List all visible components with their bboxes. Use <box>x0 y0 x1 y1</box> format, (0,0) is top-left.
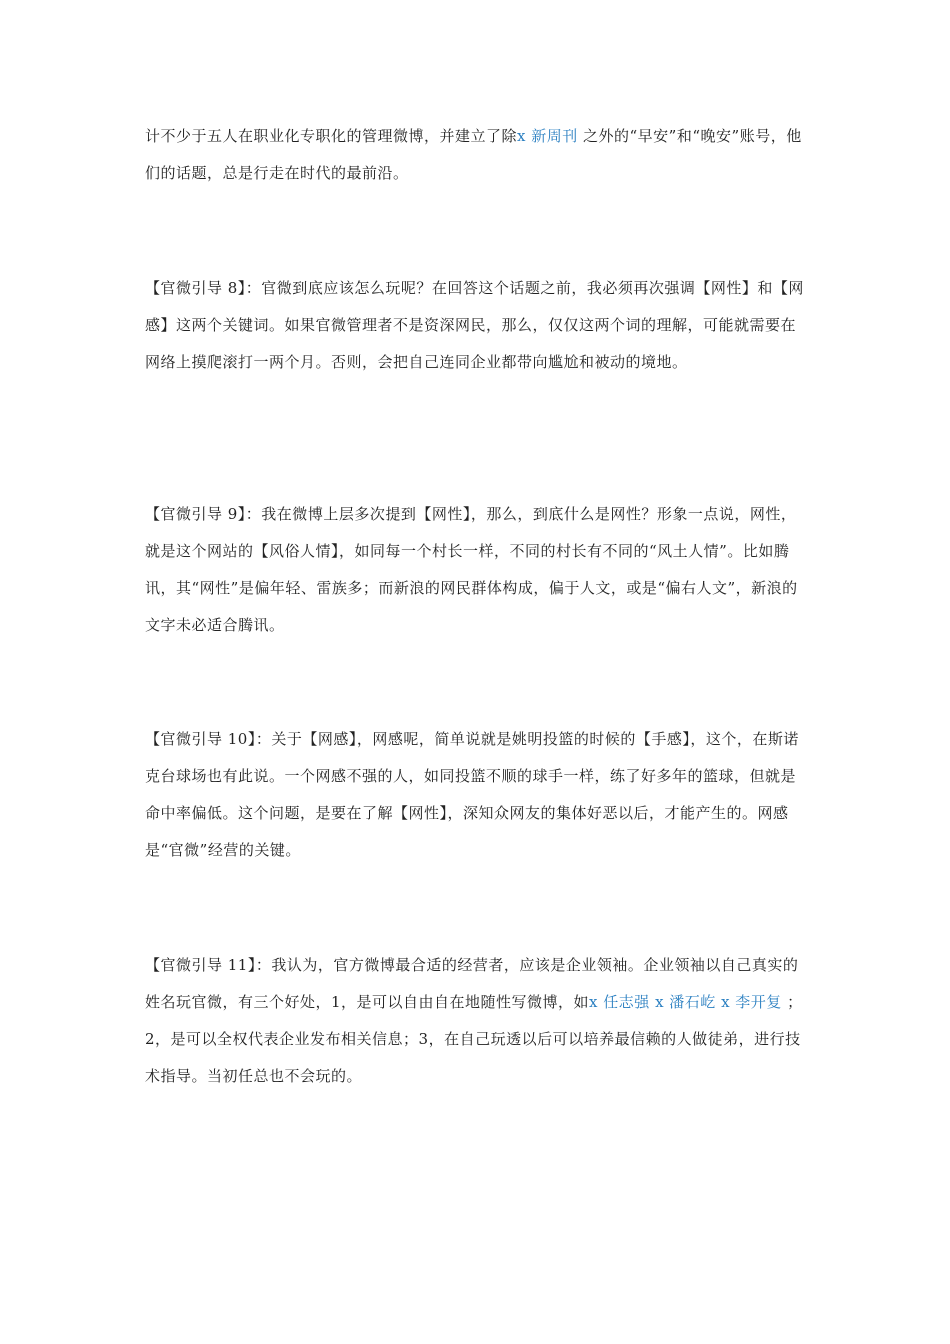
intro-text-2: 之外的“早安”和“晚安”账号，他们的话题，总是行走在时代的最前沿。 <box>145 127 802 182</box>
intro-text-1: 计不少于五人在职业化专职化的管理微博，并建立了除 <box>145 127 518 145</box>
paragraph-guide-10 <box>145 721 810 869</box>
guide-9-text: 【官微引导 9】：我在微博上层多次提到【网性】，那么，到底什么是网性？形象一点说，网性，就是这个网站的【风俗人情】，如同每一个村长一样，不同的村长有不同的“风土人情”。比如腾讯，其“网性”是偏年轻、雷族多；而新浪的网民群体构成，偏于人文，或是“偏右人文”，新浪的文字未必适合腾讯。 <box>145 505 798 634</box>
link-renzhiqiang[interactable]: x 任志强 <box>589 993 650 1011</box>
paragraph-intro <box>145 118 810 192</box>
paragraph-guide-11 <box>145 947 810 1095</box>
link-xinzhoukan[interactable]: x 新周刊 <box>517 127 578 145</box>
guide-8-text: 【官微引导 8】：官微到底应该怎么玩呢？在回答这个话题之前，我必须再次强调【网性】和【网感】这两个关键词。如果官微管理者不是资深网民，那么，仅仅这两个词的理解，可能就需要在网络上摸爬滚打一两个月。否则，会把自己连同企业都带向尴尬和被动的境地。 <box>145 279 804 371</box>
link-panshiyi[interactable]: x 潘石屹 <box>655 993 716 1011</box>
paragraph-guide-8 <box>145 270 810 381</box>
link-likaifu[interactable]: x 李开复 <box>721 993 782 1011</box>
paragraph-guide-9 <box>145 496 810 644</box>
guide-11-text-2: ；2，是可以全权代表企业发布相关信息；3，在自己玩透以后可以培养最信赖的人做徒弟，进行技术指导。当初任总也不会玩的。 <box>145 993 803 1085</box>
guide-11-text-1: 【官微引导 11】：我认为，官方微博最合适的经营者，应该是企业领袖。企业领袖以自己真实的姓名玩官微，有三个好处，1，是可以自由自在地随性写微博，如 <box>145 956 799 1011</box>
guide-10-text: 【官微引导 10】：关于【网感】，网感呢，简单说就是姚明投篮的时候的【手感】，这个，在斯诺克台球场也有此说。一个网感不强的人，如同投篮不顺的球手一样，练了好多年的篮球，但就是命中率偏低。这个问题，是要在了解【网性】，深知众网友的集体好恶以后，才能产生的。网感是“官微”经营的关键。 <box>145 730 799 859</box>
